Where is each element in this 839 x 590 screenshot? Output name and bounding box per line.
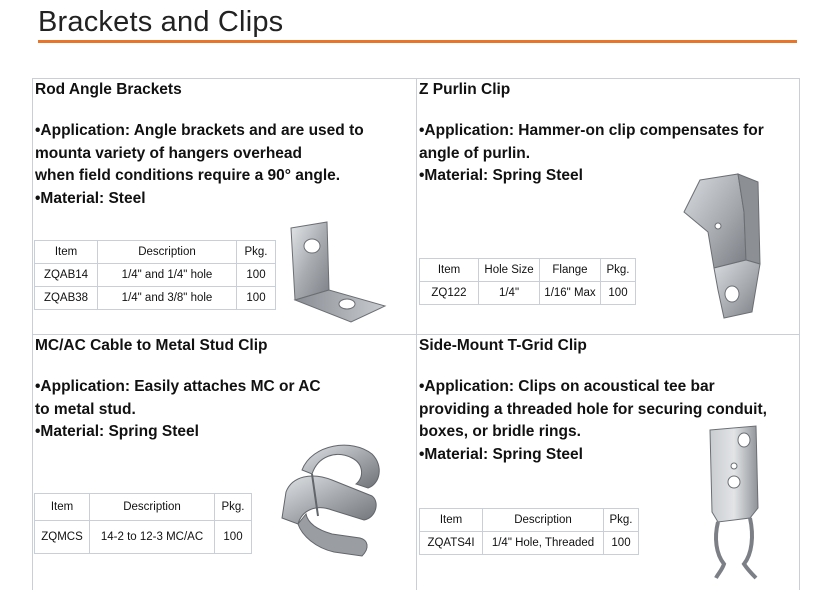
table-cell: 14-2 to 12-3 MC/AC <box>90 521 215 554</box>
table-cell: 100 <box>237 287 276 310</box>
product-heading: Z Purlin Clip <box>419 81 511 98</box>
spec-table-z-purlin-clip <box>419 258 636 305</box>
column-header: Pkg. <box>601 259 636 282</box>
description-line: when field conditions require a 90° angle. <box>35 167 341 184</box>
table-cell: 1/16" Max <box>540 282 601 305</box>
table-cell: ZQATS4I <box>420 532 483 555</box>
description-line: mounta variety of hangers overhead <box>35 144 303 162</box>
column-header: Flange <box>540 259 601 282</box>
table-cell: 100 <box>601 282 636 305</box>
table-cell: ZQAB38 <box>35 287 98 310</box>
description-line: boxes, or bridle rings. <box>419 423 581 440</box>
table-cell: 1/4" <box>479 282 540 305</box>
table-cell: 1/4" Hole, Threaded <box>483 532 604 555</box>
column-header: Hole Size <box>479 259 540 282</box>
spec-table-t-grid-clip <box>419 508 639 555</box>
column-header: Pkg. <box>215 494 252 521</box>
table-row <box>35 287 276 310</box>
product-heading: Rod Angle Brackets <box>35 81 182 98</box>
z-purlin-clip-photo <box>680 172 780 322</box>
product-description <box>35 120 364 210</box>
table-header-row <box>35 494 252 521</box>
description-line: •Application: Angle brackets and are used to <box>35 122 364 139</box>
column-header: Pkg. <box>237 241 276 264</box>
column-header: Item <box>35 241 98 264</box>
table-row <box>420 532 639 555</box>
table-cell: ZQAB14 <box>35 264 98 287</box>
description-line: •Application: Hammer-on clip compensates for <box>419 122 764 139</box>
spec-table-rod-angle-brackets <box>34 240 276 310</box>
material-line: •Material: Spring Steel <box>419 167 583 184</box>
description-line: angle of purlin. <box>419 144 531 162</box>
table-header-row <box>420 509 639 532</box>
t-grid-clip-photo <box>704 426 764 582</box>
column-header: Description <box>98 241 237 264</box>
product-heading: Side-Mount T-Grid Clip <box>419 337 587 354</box>
description-line: •Application: Clips on acoustical tee bar <box>419 378 715 395</box>
product-heading: MC/AC Cable to Metal Stud Clip <box>35 337 268 354</box>
table-header-row <box>420 259 636 282</box>
table-cell: 1/4" and 1/4" hole <box>98 264 237 287</box>
description-line: providing a threaded hole for securing conduit, <box>419 400 767 418</box>
column-header: Description <box>483 509 604 532</box>
product-description <box>35 376 321 444</box>
table-row <box>420 282 636 305</box>
material-line: •Material: Spring Steel <box>35 423 199 440</box>
table-cell: 100 <box>604 532 639 555</box>
column-header: Item <box>420 509 483 532</box>
table-row <box>35 521 252 554</box>
material-line: •Material: Spring Steel <box>419 445 583 463</box>
page-title: Brackets and Clips <box>38 6 284 38</box>
table-cell: 100 <box>237 264 276 287</box>
grid-horizontal-divider <box>32 334 800 335</box>
angle-bracket-photo <box>285 220 395 330</box>
table-cell: 1/4" and 3/8" hole <box>98 287 237 310</box>
material-line: •Material: Steel <box>35 189 146 207</box>
table-cell: ZQ122 <box>420 282 479 305</box>
description-line: to metal stud. <box>35 400 136 418</box>
spec-table-cable-stud-clip <box>34 493 252 554</box>
column-header: Item <box>35 494 90 521</box>
cable-stud-clip-photo <box>272 440 390 560</box>
table-header-row <box>35 241 276 264</box>
title-divider <box>38 40 797 43</box>
column-header: Description <box>90 494 215 521</box>
product-panel-rod-angle-brackets <box>35 81 364 210</box>
product-panel-cable-stud-clip <box>35 337 321 444</box>
column-header: Item <box>420 259 479 282</box>
table-cell: 100 <box>215 521 252 554</box>
description-line: •Application: Easily attaches MC or AC <box>35 378 321 395</box>
table-cell: ZQMCS <box>35 521 90 554</box>
column-header: Pkg. <box>604 509 639 532</box>
table-row <box>35 264 276 287</box>
